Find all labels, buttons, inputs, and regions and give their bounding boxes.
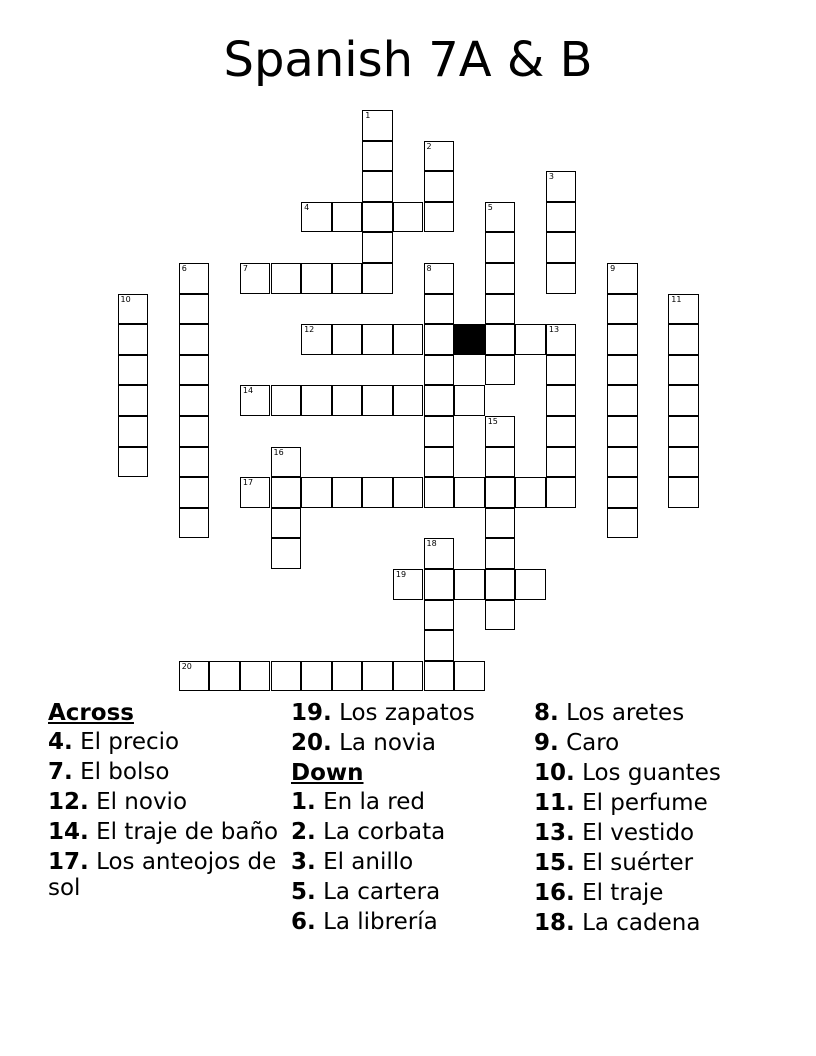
clue-item: [291, 819, 531, 845]
clue-item-text: En la red: [323, 789, 425, 815]
grid-cell[interactable]: [424, 263, 455, 294]
grid-cell[interactable]: [485, 232, 516, 263]
grid-cell[interactable]: [485, 569, 516, 600]
clue-item: [534, 760, 774, 786]
grid-cell[interactable]: [485, 600, 516, 631]
grid-cell[interactable]: [362, 110, 393, 141]
grid-cell[interactable]: [362, 477, 393, 508]
clue-number: 7: [242, 264, 248, 273]
grid-cell[interactable]: [362, 324, 393, 355]
grid-cell[interactable]: [362, 385, 393, 416]
grid-cell[interactable]: [546, 385, 577, 416]
grid-cell[interactable]: [515, 324, 546, 355]
clue-item-text: El traje: [582, 880, 664, 906]
clue-item: [48, 729, 288, 755]
grid-cell[interactable]: [424, 661, 455, 692]
clue-item-number: 8.: [534, 700, 559, 726]
clue-number: 12: [304, 325, 315, 335]
grid-cell[interactable]: [271, 538, 302, 569]
clue-item: [534, 700, 774, 726]
clue-item-number: 2.: [291, 819, 316, 845]
grid-cell[interactable]: [301, 477, 332, 508]
clue-item: [291, 700, 531, 726]
grid-cell[interactable]: [668, 385, 699, 416]
grid-cell[interactable]: [424, 141, 455, 172]
clue-item-text: El vestido: [582, 820, 695, 846]
clue-item-number: 5.: [291, 879, 316, 905]
clue-item-text: La librería: [323, 909, 438, 935]
clue-item-number: 18.: [534, 910, 575, 936]
grid-cell[interactable]: [546, 171, 577, 202]
grid-cell[interactable]: [607, 416, 638, 447]
grid-cell[interactable]: [393, 202, 424, 233]
clue-item-text: Los guantes: [582, 760, 721, 786]
grid-cell[interactable]: [485, 324, 516, 355]
grid-cell[interactable]: [424, 569, 455, 600]
clue-item-text: El traje de baño: [96, 819, 279, 845]
clue-item-number: 4.: [48, 729, 73, 755]
clue-number: 5: [487, 202, 493, 212]
grid-cell[interactable]: [424, 477, 455, 508]
clue-number: 16: [273, 447, 284, 457]
grid-cell[interactable]: [424, 538, 455, 569]
clue-item-number: 19.: [291, 700, 332, 726]
grid-cell[interactable]: [607, 324, 638, 355]
clue-number: 9: [610, 264, 616, 273]
clue-number: 18: [426, 539, 437, 549]
clue-number: 2: [426, 141, 432, 151]
grid-cell[interactable]: [179, 263, 210, 294]
grid-cell[interactable]: [546, 232, 577, 263]
grid-cell[interactable]: [546, 355, 577, 386]
grid-cell[interactable]: [607, 477, 638, 508]
grid-cell[interactable]: [118, 385, 149, 416]
clue-item-text: La cadena: [582, 910, 701, 936]
grid-cell[interactable]: [607, 385, 638, 416]
grid-cell[interactable]: [209, 661, 240, 692]
clue-number: 10: [120, 294, 131, 304]
grid-cell[interactable]: [485, 416, 516, 447]
clue-item-text: Los zapatos: [339, 700, 475, 726]
clue-item-text: La novia: [339, 730, 437, 756]
clue-number: 11: [671, 294, 682, 304]
grid-cell[interactable]: [301, 385, 332, 416]
clue-item: [48, 849, 288, 901]
grid-cell[interactable]: [179, 508, 210, 539]
clues-column-2: [291, 700, 531, 939]
grid-cell[interactable]: [485, 202, 516, 233]
grid-cell[interactable]: [546, 447, 577, 478]
clue-item-number: 12.: [48, 789, 89, 815]
grid-cell[interactable]: [607, 263, 638, 294]
grid-cell[interactable]: [546, 202, 577, 233]
grid-cell[interactable]: [271, 477, 302, 508]
grid-cell[interactable]: [240, 661, 271, 692]
grid-cell[interactable]: [393, 324, 424, 355]
grid-cell[interactable]: [668, 294, 699, 325]
clue-number: 14: [242, 386, 254, 396]
grid-cell[interactable]: [271, 263, 302, 294]
clue-item: [48, 759, 288, 785]
grid-cell[interactable]: [485, 477, 516, 508]
clue-number: 1: [365, 111, 371, 120]
clue-item: [534, 820, 774, 846]
grid-cell[interactable]: [332, 477, 363, 508]
clues-column-1: [48, 700, 288, 905]
grid-cell[interactable]: [454, 385, 485, 416]
down-heading: Down: [291, 760, 364, 786]
grid-cell[interactable]: [668, 416, 699, 447]
clue-number: 13: [548, 325, 560, 335]
grid-cell[interactable]: [485, 508, 516, 539]
grid-cell[interactable]: [424, 202, 455, 233]
grid-cell[interactable]: [301, 202, 332, 233]
grid-cell[interactable]: [179, 447, 210, 478]
grid-cell[interactable]: [301, 324, 332, 355]
clue-item-text: Los aretes: [566, 700, 685, 726]
clue-item-number: 17.: [48, 849, 89, 875]
clue-item-number: 7.: [48, 759, 73, 785]
grid-cell[interactable]: [332, 385, 363, 416]
grid-cell[interactable]: [607, 447, 638, 478]
clue-number: 6: [181, 264, 187, 273]
grid-cell[interactable]: [546, 263, 577, 294]
grid-cell[interactable]: [424, 416, 455, 447]
clue-item-number: 9.: [534, 730, 559, 756]
grid-cell[interactable]: [454, 477, 485, 508]
clue-number: 3: [548, 172, 554, 182]
grid-cell[interactable]: [179, 355, 210, 386]
clue-item: [534, 880, 774, 906]
grid-cell[interactable]: [118, 324, 149, 355]
grid-cell[interactable]: [240, 385, 271, 416]
clue-item: [291, 730, 531, 756]
clue-item-text: La cartera: [323, 879, 441, 905]
grid-cell[interactable]: [546, 324, 577, 355]
clue-item: [534, 730, 774, 756]
grid-cell[interactable]: [393, 385, 424, 416]
clue-item-number: 11.: [534, 790, 575, 816]
grid-cell[interactable]: [301, 661, 332, 692]
grid-cell[interactable]: [362, 171, 393, 202]
grid-cell[interactable]: [546, 477, 577, 508]
clue-item: [291, 789, 531, 815]
clue-item: [48, 819, 288, 845]
clue-item: [534, 850, 774, 876]
grid-cell[interactable]: [362, 232, 393, 263]
clue-number: 20: [181, 661, 192, 671]
clue-item-text: Los anteojos de sol: [48, 849, 277, 901]
grid-cell[interactable]: [607, 355, 638, 386]
clue-item-number: 14.: [48, 819, 89, 845]
clue-number: 4: [304, 202, 310, 212]
grid-cell[interactable]: [424, 355, 455, 386]
grid-cell[interactable]: [424, 294, 455, 325]
grid-cell[interactable]: [424, 171, 455, 202]
grid-cell[interactable]: [271, 508, 302, 539]
clue-item-text: El precio: [80, 729, 180, 755]
grid-cell[interactable]: [424, 385, 455, 416]
clue-item-number: 3.: [291, 849, 316, 875]
clue-number: 17: [242, 478, 254, 488]
clue-item-text: El anillo: [323, 849, 414, 875]
grid-cell[interactable]: [515, 569, 546, 600]
grid-cell[interactable]: [332, 202, 363, 233]
grid-cell[interactable]: [362, 263, 393, 294]
grid-cell[interactable]: [179, 661, 210, 692]
grid-cell[interactable]: [393, 569, 424, 600]
grid-cell[interactable]: [546, 416, 577, 447]
grid-cell[interactable]: [118, 294, 149, 325]
clue-item-text: El suérter: [582, 850, 694, 876]
clue-item: [534, 910, 774, 936]
grid-cell[interactable]: [332, 661, 363, 692]
clue-item-number: 10.: [534, 760, 575, 786]
grid-cell[interactable]: [485, 355, 516, 386]
grid-cell[interactable]: [485, 538, 516, 569]
clues-column-3: [534, 700, 774, 940]
grid-cell[interactable]: [607, 508, 638, 539]
grid-cell[interactable]: [393, 477, 424, 508]
grid-cell[interactable]: [362, 661, 393, 692]
clue-item-number: 15.: [534, 850, 575, 876]
grid-cell[interactable]: [362, 141, 393, 172]
grid-cell[interactable]: [424, 324, 455, 355]
clue-item-number: 13.: [534, 820, 575, 846]
grid-cell[interactable]: [179, 324, 210, 355]
grid-cell[interactable]: [362, 202, 393, 233]
grid-cell[interactable]: [454, 569, 485, 600]
grid-cell[interactable]: [668, 355, 699, 386]
grid-cell[interactable]: [515, 477, 546, 508]
clue-number: 15: [487, 417, 498, 426]
grid-cell[interactable]: [179, 385, 210, 416]
grid-cell[interactable]: [271, 661, 302, 692]
grid-cell[interactable]: [118, 355, 149, 386]
grid-cell[interactable]: [332, 324, 363, 355]
clue-item-text: El perfume: [582, 790, 708, 816]
clue-item: [48, 789, 288, 815]
clue-item: [291, 909, 531, 935]
grid-cell[interactable]: [118, 447, 149, 478]
clue-number: 8: [426, 264, 432, 273]
grid-cell[interactable]: [454, 661, 485, 692]
grid-cell[interactable]: [271, 385, 302, 416]
grid-cell[interactable]: [118, 416, 149, 447]
grid-cell[interactable]: [393, 661, 424, 692]
grid-cell[interactable]: [271, 447, 302, 478]
grid-cell[interactable]: [668, 477, 699, 508]
clue-item: [534, 790, 774, 816]
grid-cell[interactable]: [179, 416, 210, 447]
grid-cell[interactable]: [424, 630, 455, 661]
clue-item-number: 20.: [291, 730, 332, 756]
grid-cell[interactable]: [668, 324, 699, 355]
clue-item-text: La corbata: [323, 819, 446, 845]
clue-item-number: 16.: [534, 880, 575, 906]
across-heading: Across: [48, 700, 134, 726]
clue-item-text: Caro: [566, 730, 620, 756]
grid-cell[interactable]: [668, 447, 699, 478]
grid-cell[interactable]: [424, 447, 455, 478]
clue-item-text: El novio: [96, 789, 188, 815]
grid-cell[interactable]: [332, 263, 363, 294]
grid-cell[interactable]: [179, 294, 210, 325]
grid-cell[interactable]: [179, 477, 210, 508]
grid-cell[interactable]: [485, 263, 516, 294]
grid-block: [454, 324, 485, 355]
grid-cell[interactable]: [240, 477, 271, 508]
clue-item-text: El bolso: [80, 759, 170, 785]
page-title: Spanish 7A & B: [223, 32, 593, 88]
grid-cell[interactable]: [301, 263, 332, 294]
grid-cell[interactable]: [485, 447, 516, 478]
grid-cell[interactable]: [485, 294, 516, 325]
clue-number: 19: [395, 570, 407, 579]
grid-cell[interactable]: [240, 263, 271, 294]
grid-cell[interactable]: [424, 600, 455, 631]
clue-item-number: 6.: [291, 909, 316, 935]
grid-cell[interactable]: [607, 294, 638, 325]
clue-item: [291, 879, 531, 905]
clue-item-number: 1.: [291, 789, 316, 815]
clue-item: [291, 849, 531, 875]
